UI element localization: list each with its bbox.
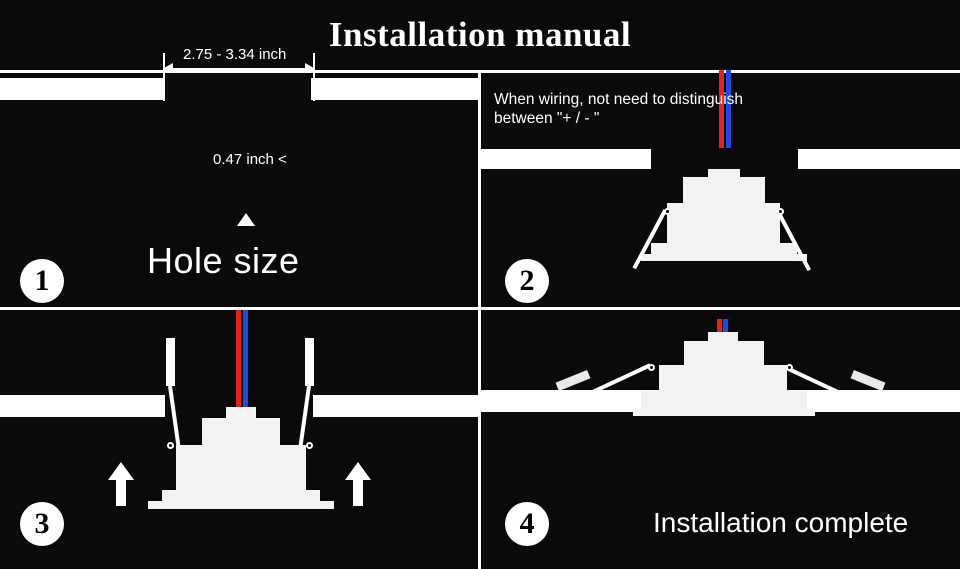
thickness-label: 0.47 inch < xyxy=(213,151,287,168)
dimension-line-hole-width xyxy=(164,68,314,70)
fixture-driver-box xyxy=(202,418,280,448)
fixture-trim-ring xyxy=(641,254,807,261)
spring-clip-right-tip xyxy=(851,370,886,391)
step-3-panel xyxy=(0,310,478,569)
ceiling-slab-left xyxy=(481,390,641,412)
ceiling-slab-left xyxy=(481,149,651,169)
step-1-panel xyxy=(0,46,478,307)
fixture-housing xyxy=(667,203,780,248)
fixture-driver-box xyxy=(684,341,764,367)
ceiling-slab-right xyxy=(313,395,478,417)
spring-clip-right-pivot xyxy=(786,364,793,371)
ceiling-slab-right xyxy=(313,78,478,100)
ceiling-slab-left xyxy=(0,395,165,417)
spring-clip-right-link xyxy=(298,386,311,448)
hole-width-label: 2.75 - 3.34 inch xyxy=(183,46,287,63)
wire-blue xyxy=(723,319,728,333)
dimension-tick-left xyxy=(163,53,165,101)
spring-clip-right-pivot xyxy=(777,208,784,215)
spring-clip-left-pivot xyxy=(648,364,655,371)
spring-clip-left-pivot xyxy=(664,208,671,215)
spring-clip-left-tip xyxy=(556,370,591,391)
hole-size-caption: Hole size xyxy=(147,240,300,281)
wire-red xyxy=(717,319,722,333)
pointer-up-icon xyxy=(237,213,255,226)
ceiling-slab-right xyxy=(800,390,960,412)
spring-clip-left-pivot xyxy=(167,442,174,449)
ceiling-slab-left xyxy=(0,78,165,100)
wire-red xyxy=(236,310,241,407)
spring-clip-left-arm xyxy=(166,338,175,386)
step-badge-2: 2 xyxy=(505,259,549,303)
header xyxy=(0,0,960,70)
fixture-housing xyxy=(659,365,787,393)
spring-clip-right xyxy=(776,211,811,271)
spring-clip-right-pivot xyxy=(306,442,313,449)
step-4-panel xyxy=(481,310,960,569)
step-badge-3: 3 xyxy=(20,502,64,546)
step-badge-4: 4 xyxy=(505,502,549,546)
page-title: Installation manual xyxy=(328,15,632,54)
dimension-arrow-right-icon xyxy=(305,63,314,73)
installation-complete-caption: Installation complete xyxy=(653,507,909,538)
thickness-caliper-icon xyxy=(311,78,321,100)
step-badge-1: 1 xyxy=(20,259,64,303)
step-2-panel xyxy=(481,73,960,307)
fixture-flange xyxy=(641,390,807,412)
fixture-housing xyxy=(176,445,306,493)
fixture-trim-ring xyxy=(148,501,334,509)
spring-clip-right-arm xyxy=(305,338,314,386)
fixture-trim-ring xyxy=(633,410,815,416)
wire-blue xyxy=(243,310,248,407)
ceiling-slab-right xyxy=(798,149,960,169)
wiring-note: When wiring, not need to distinguish between "+ / - " xyxy=(494,91,744,128)
push-up-arrow-right-icon xyxy=(345,462,371,506)
spring-clip-left-link xyxy=(168,386,181,448)
dimension-arrow-left-icon xyxy=(164,63,173,73)
push-up-arrow-left-icon xyxy=(108,462,134,506)
